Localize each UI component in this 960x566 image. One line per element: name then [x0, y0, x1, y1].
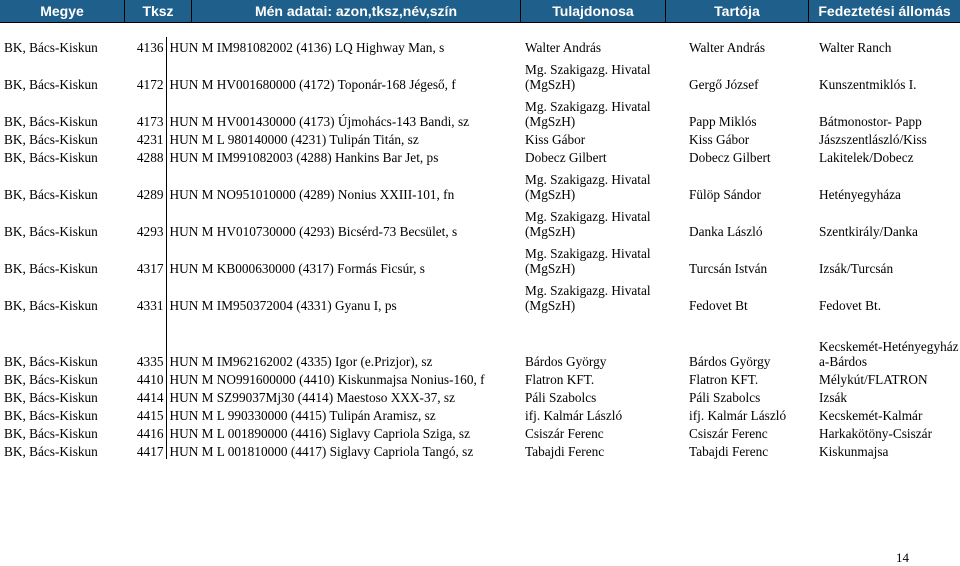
cell-tartoja: Dobecz Gilbert — [689, 150, 771, 165]
cell-tksz: 4231 — [126, 129, 166, 147]
cell-tulajdonosa: Páli Szabolcs — [525, 390, 597, 405]
cell-men: HUN M KB000630000 (4317) Formás Ficsúr, s — [169, 261, 425, 276]
cell-tartoja: Danka László — [689, 224, 763, 239]
cell-tulajdonosa: Dobecz Gilbert — [525, 150, 607, 165]
table-row — [1, 405, 959, 423]
table-header — [0, 0, 960, 23]
cell-megye: BK, Bács-Kiskun — [4, 224, 98, 239]
header-tartoja: Tartója — [714, 3, 760, 19]
cell-tartoja: Páli Szabolcs — [689, 390, 761, 405]
cell-megye: BK, Bács-Kiskun — [4, 298, 98, 313]
cell-men: HUN M L 990330000 (4415) Tulipán Aramisz, sz — [169, 408, 436, 423]
cell-tulajdonosa: Flatron KFT. — [525, 372, 595, 387]
cell-tksz: 4331 — [126, 276, 166, 313]
cell-tksz: 4414 — [126, 387, 166, 405]
header-megye: Megye — [40, 3, 84, 19]
cell-tartoja: Papp Miklós — [689, 114, 757, 129]
cell-allomas: Izsák — [819, 390, 848, 405]
cell-men: HUN M HV001680000 (4172) Toponár-168 Jégeső, f — [169, 77, 456, 92]
cell-tulajdonosa: Mg. Szakigazg. Hivatal (MgSzH) — [525, 209, 651, 239]
table-row — [1, 37, 959, 55]
cell-tksz: 4417 — [126, 441, 166, 459]
cell-tulajdonosa: Bárdos György — [525, 354, 607, 369]
cell-megye: BK, Bács-Kiskun — [4, 150, 98, 165]
cell-allomas: Kunszentmiklós I. — [819, 77, 917, 92]
cell-men: HUN M SZ99037Mj30 (4414) Maestoso XXX-37, sz — [169, 390, 455, 405]
table-row — [1, 423, 959, 441]
table-row — [1, 276, 959, 313]
cell-megye: BK, Bács-Kiskun — [4, 390, 98, 405]
table-row — [1, 369, 959, 387]
table-row — [1, 313, 959, 369]
cell-tksz: 4289 — [126, 165, 166, 202]
cell-men: HUN M L 980140000 (4231) Tulipán Titán, sz — [169, 132, 419, 147]
cell-men: HUN M IM981082002 (4136) LQ Highway Man, s — [169, 40, 445, 55]
table-row — [1, 202, 959, 239]
cell-tksz: 4335 — [126, 313, 166, 369]
cell-allomas: Fedovet Bt. — [819, 298, 882, 313]
cell-tksz: 4136 — [126, 37, 166, 55]
cell-megye: BK, Bács-Kiskun — [4, 372, 98, 387]
cell-tksz: 4410 — [126, 369, 166, 387]
cell-tartoja: Bárdos György — [689, 354, 771, 369]
cell-tulajdonosa: Walter András — [525, 40, 602, 55]
cell-tksz: 4288 — [126, 147, 166, 165]
cell-men: HUN M IM991082003 (4288) Hankins Bar Jet, ps — [169, 150, 439, 165]
cell-men: HUN M IM962162002 (4335) Igor (e.Prizjor), sz — [169, 354, 433, 369]
table-row — [1, 92, 959, 129]
cell-megye: BK, Bács-Kiskun — [4, 77, 98, 92]
cell-tartoja: Fülöp Sándor — [689, 187, 762, 202]
cell-men: HUN M L 001810000 (4417) Siglavy Capriola Tangó, sz — [169, 444, 474, 459]
cell-tksz: 4173 — [126, 92, 166, 129]
cell-tartoja: Fedovet Bt — [689, 298, 748, 313]
cell-tulajdonosa: Mg. Szakigazg. Hivatal (MgSzH) — [525, 246, 651, 276]
cell-allomas: Harkakötöny-Csiszár — [819, 426, 932, 441]
cell-allomas: Bátmonostor- Papp — [819, 114, 922, 129]
table-row — [1, 129, 959, 147]
cell-megye: BK, Bács-Kiskun — [4, 426, 98, 441]
cell-tartoja: Csiszár Ferenc — [689, 426, 768, 441]
cell-megye: BK, Bács-Kiskun — [4, 187, 98, 202]
cell-allomas: Jászszentlászló/Kiss — [819, 132, 927, 147]
cell-megye: BK, Bács-Kiskun — [4, 408, 98, 423]
table-row — [1, 239, 959, 276]
cell-megye: BK, Bács-Kiskun — [4, 114, 98, 129]
cell-allomas: Lakitelek/Dobecz — [819, 150, 914, 165]
cell-men: HUN M L 001890000 (4416) Siglavy Capriola Sziga, sz — [169, 426, 470, 441]
cell-tksz: 4172 — [126, 55, 166, 92]
cell-allomas: Kecskemét-Kalmár — [819, 408, 923, 423]
cell-megye: BK, Bács-Kiskun — [4, 132, 98, 147]
cell-tulajdonosa: Mg. Szakigazg. Hivatal (MgSzH) — [525, 99, 651, 129]
cell-allomas: Kecskemét-Hetényegyháza-Bárdos — [819, 339, 959, 369]
table-row — [1, 387, 959, 405]
header-fedeztetesi-allomas: Fedeztetési állomás — [818, 3, 951, 19]
cell-men: HUN M HV010730000 (4293) Bicsérd-73 Becsület, s — [169, 224, 458, 239]
table-row — [1, 441, 959, 459]
cell-tulajdonosa: Mg. Szakigazg. Hivatal (MgSzH) — [525, 283, 651, 313]
cell-allomas: Hetényegyháza — [819, 187, 901, 202]
cell-tartoja: Tabajdi Ferenc — [689, 444, 769, 459]
cell-tksz: 4293 — [126, 202, 166, 239]
cell-men: HUN M HV001430000 (4173) Újmohács-143 Bandi, sz — [169, 114, 470, 129]
cell-tulajdonosa: Kiss Gábor — [525, 132, 586, 147]
cell-tartoja: ifj. Kalmár László — [689, 408, 787, 423]
cell-tartoja: Turcsán István — [689, 261, 768, 276]
cell-tulajdonosa: Mg. Szakigazg. Hivatal (MgSzH) — [525, 62, 651, 92]
cell-men: HUN M NO951010000 (4289) Nonius XXIII-101, fn — [169, 187, 455, 202]
cell-allomas: Mélykút/FLATRON — [819, 372, 928, 387]
cell-megye: BK, Bács-Kiskun — [4, 354, 98, 369]
header-tksz: Tksz — [142, 3, 174, 19]
cell-tulajdonosa: Tabajdi Ferenc — [525, 444, 605, 459]
cell-tksz: 4415 — [126, 405, 166, 423]
cell-megye: BK, Bács-Kiskun — [4, 444, 98, 459]
cell-allomas: Kiskunmajsa — [819, 444, 889, 459]
cell-allomas: Szentkirály/Danka — [819, 224, 918, 239]
cell-tksz: 4416 — [126, 423, 166, 441]
cell-tartoja: Walter András — [689, 40, 766, 55]
cell-tulajdonosa: ifj. Kalmár László — [525, 408, 623, 423]
cell-megye: BK, Bács-Kiskun — [4, 261, 98, 276]
page-number: 14 — [896, 550, 909, 565]
header-men-adatai: Mén adatai: azon,tksz,név,szín — [254, 3, 457, 19]
cell-megye: BK, Bács-Kiskun — [4, 40, 98, 55]
cell-tksz: 4317 — [126, 239, 166, 276]
table-row — [1, 165, 959, 202]
cell-tulajdonosa: Csiszár Ferenc — [525, 426, 604, 441]
stallion-table — [1, 37, 959, 459]
cell-men: HUN M IM950372004 (4331) Gyanu I, ps — [169, 298, 397, 313]
header-tulajdonosa: Tulajdonosa — [552, 3, 634, 19]
cell-tartoja: Flatron KFT. — [689, 372, 759, 387]
cell-tartoja: Kiss Gábor — [689, 132, 750, 147]
table-row — [1, 55, 959, 92]
cell-tulajdonosa: Mg. Szakigazg. Hivatal (MgSzH) — [525, 172, 651, 202]
cell-tartoja: Gergő József — [689, 77, 759, 92]
table-row — [1, 147, 959, 165]
cell-men: HUN M NO991600000 (4410) Kiskunmajsa Nonius-160, f — [169, 372, 485, 387]
cell-allomas: Izsák/Turcsán — [819, 261, 894, 276]
cell-allomas: Walter Ranch — [819, 40, 892, 55]
